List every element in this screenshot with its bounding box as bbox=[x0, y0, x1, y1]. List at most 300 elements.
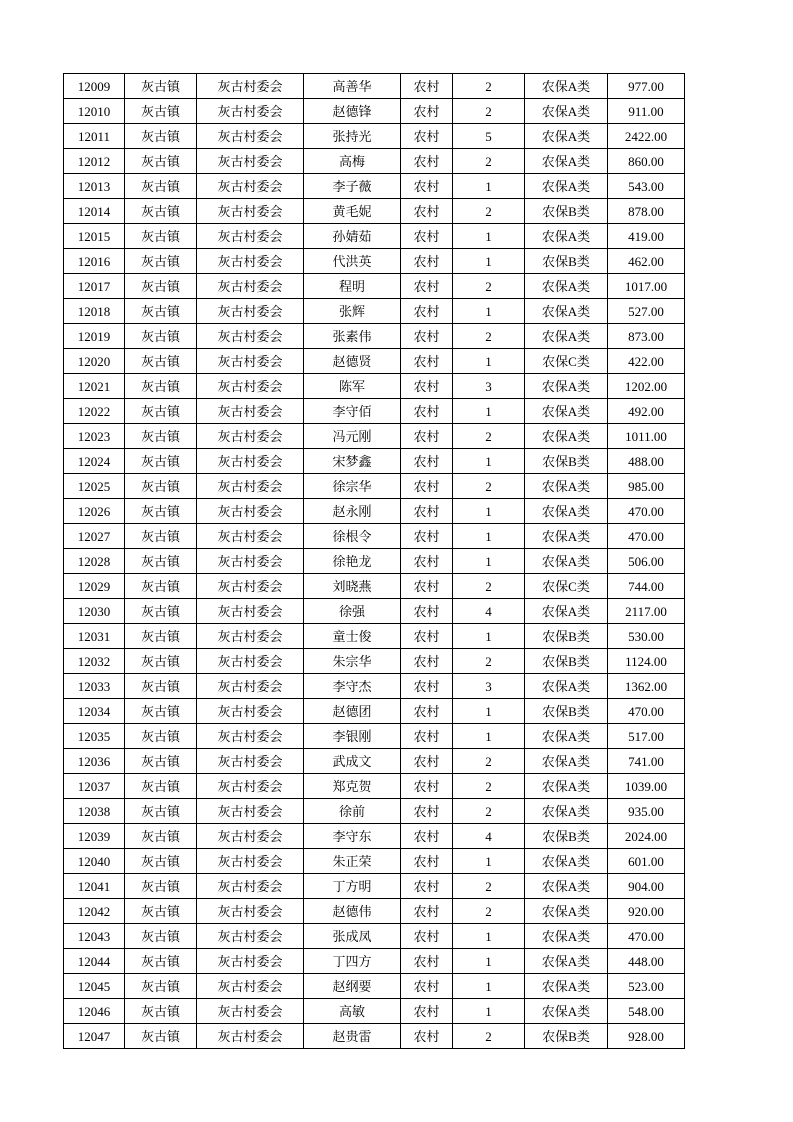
table-cell: 灰古镇 bbox=[125, 574, 197, 599]
table-cell: 3 bbox=[453, 374, 525, 399]
table-cell: 灰古村委会 bbox=[197, 424, 304, 449]
table-row bbox=[64, 274, 685, 299]
table-cell: 灰古村委会 bbox=[197, 449, 304, 474]
table-cell: 543.00 bbox=[608, 174, 685, 199]
table-row bbox=[64, 924, 685, 949]
table-cell: 470.00 bbox=[608, 499, 685, 524]
table-cell: 农村 bbox=[401, 349, 453, 374]
table-cell: 灰古村委会 bbox=[197, 199, 304, 224]
table-cell: 1 bbox=[453, 249, 525, 274]
table-body bbox=[64, 74, 685, 1049]
table-cell: 农保A类 bbox=[525, 399, 608, 424]
table-cell: 12025 bbox=[64, 474, 125, 499]
table-cell: 农保A类 bbox=[525, 899, 608, 924]
table-cell: 灰古镇 bbox=[125, 874, 197, 899]
table-cell: 程明 bbox=[304, 274, 401, 299]
table-cell: 农保A类 bbox=[525, 774, 608, 799]
table-cell: 农保A类 bbox=[525, 749, 608, 774]
table-cell: 12020 bbox=[64, 349, 125, 374]
table-cell: 12027 bbox=[64, 524, 125, 549]
table-cell: 灰古镇 bbox=[125, 274, 197, 299]
table-cell: 灰古村委会 bbox=[197, 849, 304, 874]
table-row bbox=[64, 199, 685, 224]
table-cell: 农村 bbox=[401, 74, 453, 99]
table-cell: 灰古镇 bbox=[125, 924, 197, 949]
table-cell: 12023 bbox=[64, 424, 125, 449]
table-row bbox=[64, 524, 685, 549]
table-cell: 农保A类 bbox=[525, 174, 608, 199]
table-row bbox=[64, 424, 685, 449]
table-row bbox=[64, 574, 685, 599]
table-cell: 2 bbox=[453, 899, 525, 924]
table-cell: 灰古村委会 bbox=[197, 149, 304, 174]
table-cell: 12013 bbox=[64, 174, 125, 199]
table-cell: 2 bbox=[453, 199, 525, 224]
table-cell: 12042 bbox=[64, 899, 125, 924]
table-cell: 灰古镇 bbox=[125, 199, 197, 224]
table-cell: 12043 bbox=[64, 924, 125, 949]
table-cell: 2 bbox=[453, 749, 525, 774]
table-cell: 2 bbox=[453, 474, 525, 499]
table-cell: 3 bbox=[453, 674, 525, 699]
table-cell: 李守杰 bbox=[304, 674, 401, 699]
table-cell: 灰古镇 bbox=[125, 249, 197, 274]
table-cell: 灰古村委会 bbox=[197, 474, 304, 499]
table-cell: 灰古镇 bbox=[125, 324, 197, 349]
table-cell: 刘晓燕 bbox=[304, 574, 401, 599]
table-cell: 农村 bbox=[401, 999, 453, 1024]
table-row bbox=[64, 74, 685, 99]
table-cell: 农村 bbox=[401, 449, 453, 474]
table-cell: 462.00 bbox=[608, 249, 685, 274]
table-cell: 农村 bbox=[401, 374, 453, 399]
table-cell: 李子薇 bbox=[304, 174, 401, 199]
table-cell: 470.00 bbox=[608, 924, 685, 949]
table-cell: 灰古镇 bbox=[125, 599, 197, 624]
table-cell: 灰古村委会 bbox=[197, 999, 304, 1024]
table-cell: 农村 bbox=[401, 874, 453, 899]
table-row bbox=[64, 99, 685, 124]
table-cell: 赵永刚 bbox=[304, 499, 401, 524]
table-cell: 赵德锋 bbox=[304, 99, 401, 124]
table-cell: 李守东 bbox=[304, 824, 401, 849]
table-row bbox=[64, 249, 685, 274]
table-cell: 灰古村委会 bbox=[197, 749, 304, 774]
table-cell: 张素伟 bbox=[304, 324, 401, 349]
table-cell: 2 bbox=[453, 149, 525, 174]
table-row bbox=[64, 224, 685, 249]
table-cell: 宋梦鑫 bbox=[304, 449, 401, 474]
table-cell: 灰古镇 bbox=[125, 849, 197, 874]
table-cell: 农村 bbox=[401, 399, 453, 424]
table-cell: 灰古村委会 bbox=[197, 799, 304, 824]
table-cell: 农村 bbox=[401, 624, 453, 649]
table-cell: 920.00 bbox=[608, 899, 685, 924]
table-cell: 灰古村委会 bbox=[197, 824, 304, 849]
table-cell: 985.00 bbox=[608, 474, 685, 499]
table-cell: 农村 bbox=[401, 249, 453, 274]
table-cell: 523.00 bbox=[608, 974, 685, 999]
table-cell: 农保A类 bbox=[525, 149, 608, 174]
table-cell: 灰古村委会 bbox=[197, 599, 304, 624]
table-cell: 灰古村委会 bbox=[197, 949, 304, 974]
table-cell: 492.00 bbox=[608, 399, 685, 424]
table-cell: 灰古镇 bbox=[125, 774, 197, 799]
table-cell: 548.00 bbox=[608, 999, 685, 1024]
table-cell: 12024 bbox=[64, 449, 125, 474]
table-cell: 农村 bbox=[401, 774, 453, 799]
table-cell: 1 bbox=[453, 949, 525, 974]
table-cell: 农保A类 bbox=[525, 74, 608, 99]
table-cell: 农保A类 bbox=[525, 424, 608, 449]
table-cell: 徐根令 bbox=[304, 524, 401, 549]
table-cell: 灰古村委会 bbox=[197, 124, 304, 149]
table-cell: 12026 bbox=[64, 499, 125, 524]
table-row bbox=[64, 349, 685, 374]
table-cell: 农保A类 bbox=[525, 799, 608, 824]
table-cell: 灰古村委会 bbox=[197, 699, 304, 724]
table-row bbox=[64, 799, 685, 824]
table-cell: 孙婧茹 bbox=[304, 224, 401, 249]
table-row bbox=[64, 749, 685, 774]
table-cell: 2024.00 bbox=[608, 824, 685, 849]
table-cell: 灰古镇 bbox=[125, 749, 197, 774]
table-cell: 黄毛妮 bbox=[304, 199, 401, 224]
table-cell: 农保A类 bbox=[525, 674, 608, 699]
table-cell: 农村 bbox=[401, 974, 453, 999]
table-cell: 12045 bbox=[64, 974, 125, 999]
table-cell: 农保C类 bbox=[525, 349, 608, 374]
table-cell: 代洪英 bbox=[304, 249, 401, 274]
table-cell: 农村 bbox=[401, 299, 453, 324]
table-cell: 农村 bbox=[401, 599, 453, 624]
table-cell: 12046 bbox=[64, 999, 125, 1024]
table-row bbox=[64, 824, 685, 849]
table-cell: 灰古镇 bbox=[125, 524, 197, 549]
table-cell: 陈军 bbox=[304, 374, 401, 399]
table-cell: 农保A类 bbox=[525, 324, 608, 349]
table-cell: 12044 bbox=[64, 949, 125, 974]
table-cell: 12021 bbox=[64, 374, 125, 399]
table-cell: 农保A类 bbox=[525, 874, 608, 899]
table-cell: 农村 bbox=[401, 724, 453, 749]
table-cell: 12035 bbox=[64, 724, 125, 749]
table-cell: 赵纲要 bbox=[304, 974, 401, 999]
table-cell: 农保A类 bbox=[525, 124, 608, 149]
table-cell: 12040 bbox=[64, 849, 125, 874]
table-cell: 农保A类 bbox=[525, 224, 608, 249]
table-row bbox=[64, 774, 685, 799]
table-cell: 878.00 bbox=[608, 199, 685, 224]
table-cell: 农保A类 bbox=[525, 974, 608, 999]
table-cell: 灰古镇 bbox=[125, 899, 197, 924]
table-cell: 灰古村委会 bbox=[197, 274, 304, 299]
table-cell: 12036 bbox=[64, 749, 125, 774]
table-cell: 4 bbox=[453, 599, 525, 624]
table-cell: 农村 bbox=[401, 899, 453, 924]
table-cell: 徐艳龙 bbox=[304, 549, 401, 574]
table-cell: 农村 bbox=[401, 1024, 453, 1049]
table-cell: 徐宗华 bbox=[304, 474, 401, 499]
table-cell: 农保A类 bbox=[525, 99, 608, 124]
table-cell: 灰古镇 bbox=[125, 474, 197, 499]
table-cell: 农保A类 bbox=[525, 949, 608, 974]
table-cell: 灰古村委会 bbox=[197, 174, 304, 199]
table-cell: 873.00 bbox=[608, 324, 685, 349]
table-cell: 农村 bbox=[401, 674, 453, 699]
table-cell: 农保B类 bbox=[525, 249, 608, 274]
table-cell: 农保A类 bbox=[525, 599, 608, 624]
table-cell: 农村 bbox=[401, 124, 453, 149]
table-cell: 12014 bbox=[64, 199, 125, 224]
table-row bbox=[64, 974, 685, 999]
table-cell: 12019 bbox=[64, 324, 125, 349]
table-cell: 徐前 bbox=[304, 799, 401, 824]
table-cell: 张辉 bbox=[304, 299, 401, 324]
table-cell: 农村 bbox=[401, 174, 453, 199]
table-cell: 12015 bbox=[64, 224, 125, 249]
table-cell: 灰古镇 bbox=[125, 449, 197, 474]
table-cell: 2 bbox=[453, 799, 525, 824]
table-cell: 灰古村委会 bbox=[197, 374, 304, 399]
table-cell: 农村 bbox=[401, 474, 453, 499]
table-cell: 灰古村委会 bbox=[197, 874, 304, 899]
table-cell: 506.00 bbox=[608, 549, 685, 574]
table-cell: 农村 bbox=[401, 749, 453, 774]
table-cell: 农保A类 bbox=[525, 849, 608, 874]
table-cell: 12017 bbox=[64, 274, 125, 299]
table-cell: 农村 bbox=[401, 524, 453, 549]
table-cell: 农村 bbox=[401, 499, 453, 524]
table-cell: 470.00 bbox=[608, 699, 685, 724]
table-cell: 灰古镇 bbox=[125, 649, 197, 674]
table-cell: 灰古镇 bbox=[125, 724, 197, 749]
table-cell: 1011.00 bbox=[608, 424, 685, 449]
table-cell: 1 bbox=[453, 299, 525, 324]
table-cell: 灰古镇 bbox=[125, 999, 197, 1024]
table-row bbox=[64, 674, 685, 699]
table-row bbox=[64, 1024, 685, 1049]
table-row bbox=[64, 174, 685, 199]
table-cell: 农村 bbox=[401, 849, 453, 874]
table-cell: 灰古镇 bbox=[125, 1024, 197, 1049]
table-cell: 赵德贤 bbox=[304, 349, 401, 374]
table-cell: 2 bbox=[453, 874, 525, 899]
table-cell: 灰古镇 bbox=[125, 224, 197, 249]
table-cell: 灰古村委会 bbox=[197, 924, 304, 949]
table-cell: 农保B类 bbox=[525, 699, 608, 724]
table-row bbox=[64, 399, 685, 424]
table-cell: 1 bbox=[453, 699, 525, 724]
table-cell: 灰古村委会 bbox=[197, 224, 304, 249]
table-row bbox=[64, 599, 685, 624]
table-cell: 470.00 bbox=[608, 524, 685, 549]
table-cell: 农保B类 bbox=[525, 199, 608, 224]
table-cell: 1039.00 bbox=[608, 774, 685, 799]
table-cell: 农村 bbox=[401, 274, 453, 299]
table-cell: 12011 bbox=[64, 124, 125, 149]
table-cell: 灰古镇 bbox=[125, 399, 197, 424]
table-cell: 灰古镇 bbox=[125, 674, 197, 699]
table-cell: 1 bbox=[453, 524, 525, 549]
table-row bbox=[64, 299, 685, 324]
table-cell: 5 bbox=[453, 124, 525, 149]
table-cell: 2117.00 bbox=[608, 599, 685, 624]
table-cell: 农保B类 bbox=[525, 649, 608, 674]
table-cell: 灰古村委会 bbox=[197, 299, 304, 324]
table-cell: 农保A类 bbox=[525, 374, 608, 399]
table-cell: 李银刚 bbox=[304, 724, 401, 749]
table-cell: 灰古村委会 bbox=[197, 574, 304, 599]
table-cell: 741.00 bbox=[608, 749, 685, 774]
table-cell: 灰古镇 bbox=[125, 149, 197, 174]
table-cell: 赵德团 bbox=[304, 699, 401, 724]
table-cell: 灰古村委会 bbox=[197, 899, 304, 924]
table-cell: 农村 bbox=[401, 549, 453, 574]
table-cell: 李守佰 bbox=[304, 399, 401, 424]
table-row bbox=[64, 699, 685, 724]
table-cell: 灰古镇 bbox=[125, 799, 197, 824]
table-row bbox=[64, 724, 685, 749]
table-cell: 农村 bbox=[401, 574, 453, 599]
table-cell: 904.00 bbox=[608, 874, 685, 899]
table-cell: 张持光 bbox=[304, 124, 401, 149]
table-cell: 农村 bbox=[401, 699, 453, 724]
table-cell: 赵德伟 bbox=[304, 899, 401, 924]
table-cell: 灰古镇 bbox=[125, 174, 197, 199]
table-row bbox=[64, 324, 685, 349]
table-cell: 601.00 bbox=[608, 849, 685, 874]
table-cell: 农保B类 bbox=[525, 449, 608, 474]
table-cell: 农保A类 bbox=[525, 524, 608, 549]
table-cell: 灰古镇 bbox=[125, 349, 197, 374]
table-cell: 灰古镇 bbox=[125, 499, 197, 524]
table-cell: 12016 bbox=[64, 249, 125, 274]
table-cell: 12031 bbox=[64, 624, 125, 649]
table-cell: 灰古镇 bbox=[125, 949, 197, 974]
table-cell: 童士俊 bbox=[304, 624, 401, 649]
table-cell: 1362.00 bbox=[608, 674, 685, 699]
table-cell: 灰古镇 bbox=[125, 424, 197, 449]
table-cell: 2 bbox=[453, 274, 525, 299]
table-cell: 911.00 bbox=[608, 99, 685, 124]
table-cell: 灰古村委会 bbox=[197, 499, 304, 524]
table-cell: 高善华 bbox=[304, 74, 401, 99]
table-row bbox=[64, 949, 685, 974]
table-cell: 张成凤 bbox=[304, 924, 401, 949]
table-cell: 2 bbox=[453, 99, 525, 124]
table-cell: 1202.00 bbox=[608, 374, 685, 399]
table-cell: 12033 bbox=[64, 674, 125, 699]
table-cell: 农村 bbox=[401, 649, 453, 674]
table-cell: 丁方明 bbox=[304, 874, 401, 899]
table-cell: 农保A类 bbox=[525, 474, 608, 499]
table-cell: 农村 bbox=[401, 224, 453, 249]
table-cell: 农村 bbox=[401, 99, 453, 124]
table-cell: 灰古村委会 bbox=[197, 774, 304, 799]
table-cell: 农保A类 bbox=[525, 999, 608, 1024]
table-cell: 935.00 bbox=[608, 799, 685, 824]
table-cell: 灰古村委会 bbox=[197, 1024, 304, 1049]
table-cell: 灰古村委会 bbox=[197, 324, 304, 349]
table-cell: 农村 bbox=[401, 799, 453, 824]
table-cell: 农村 bbox=[401, 424, 453, 449]
table-row bbox=[64, 449, 685, 474]
table-cell: 977.00 bbox=[608, 74, 685, 99]
table-row bbox=[64, 374, 685, 399]
table-cell: 灰古村委会 bbox=[197, 649, 304, 674]
table-cell: 12012 bbox=[64, 149, 125, 174]
table-cell: 1124.00 bbox=[608, 649, 685, 674]
table-cell: 农村 bbox=[401, 924, 453, 949]
table-cell: 1 bbox=[453, 399, 525, 424]
table-cell: 朱宗华 bbox=[304, 649, 401, 674]
table-cell: 12009 bbox=[64, 74, 125, 99]
table-row bbox=[64, 849, 685, 874]
table-cell: 517.00 bbox=[608, 724, 685, 749]
table-row bbox=[64, 649, 685, 674]
table-cell: 12010 bbox=[64, 99, 125, 124]
table-cell: 12038 bbox=[64, 799, 125, 824]
table-cell: 2 bbox=[453, 774, 525, 799]
table-cell: 农保A类 bbox=[525, 274, 608, 299]
table-cell: 12047 bbox=[64, 1024, 125, 1049]
table-cell: 丁四方 bbox=[304, 949, 401, 974]
table-cell: 530.00 bbox=[608, 624, 685, 649]
table-cell: 1 bbox=[453, 349, 525, 374]
table-cell: 1 bbox=[453, 449, 525, 474]
table-cell: 2 bbox=[453, 574, 525, 599]
table-cell: 1 bbox=[453, 849, 525, 874]
table-cell: 灰古村委会 bbox=[197, 624, 304, 649]
table-cell: 灰古村委会 bbox=[197, 524, 304, 549]
table-cell: 灰古镇 bbox=[125, 99, 197, 124]
table-cell: 928.00 bbox=[608, 1024, 685, 1049]
table-cell: 灰古镇 bbox=[125, 124, 197, 149]
table-cell: 1 bbox=[453, 549, 525, 574]
table-cell: 12029 bbox=[64, 574, 125, 599]
table-cell: 448.00 bbox=[608, 949, 685, 974]
table-cell: 4 bbox=[453, 824, 525, 849]
table-cell: 农保B类 bbox=[525, 1024, 608, 1049]
table-cell: 1 bbox=[453, 974, 525, 999]
table-cell: 灰古镇 bbox=[125, 974, 197, 999]
table-cell: 12022 bbox=[64, 399, 125, 424]
table-cell: 农村 bbox=[401, 949, 453, 974]
table-row bbox=[64, 474, 685, 499]
table-cell: 12041 bbox=[64, 874, 125, 899]
table-cell: 12030 bbox=[64, 599, 125, 624]
table-cell: 12018 bbox=[64, 299, 125, 324]
table-cell: 灰古村委会 bbox=[197, 349, 304, 374]
table-cell: 422.00 bbox=[608, 349, 685, 374]
table-row bbox=[64, 149, 685, 174]
table-cell: 农保A类 bbox=[525, 924, 608, 949]
table-cell: 488.00 bbox=[608, 449, 685, 474]
table-row bbox=[64, 624, 685, 649]
table-cell: 12028 bbox=[64, 549, 125, 574]
table-cell: 12039 bbox=[64, 824, 125, 849]
table-cell: 灰古镇 bbox=[125, 824, 197, 849]
table-cell: 527.00 bbox=[608, 299, 685, 324]
table-cell: 灰古镇 bbox=[125, 74, 197, 99]
table-cell: 灰古村委会 bbox=[197, 99, 304, 124]
table-cell: 冯元刚 bbox=[304, 424, 401, 449]
table-cell: 灰古村委会 bbox=[197, 724, 304, 749]
table-row bbox=[64, 999, 685, 1024]
table-cell: 灰古村委会 bbox=[197, 399, 304, 424]
table-cell: 1 bbox=[453, 624, 525, 649]
